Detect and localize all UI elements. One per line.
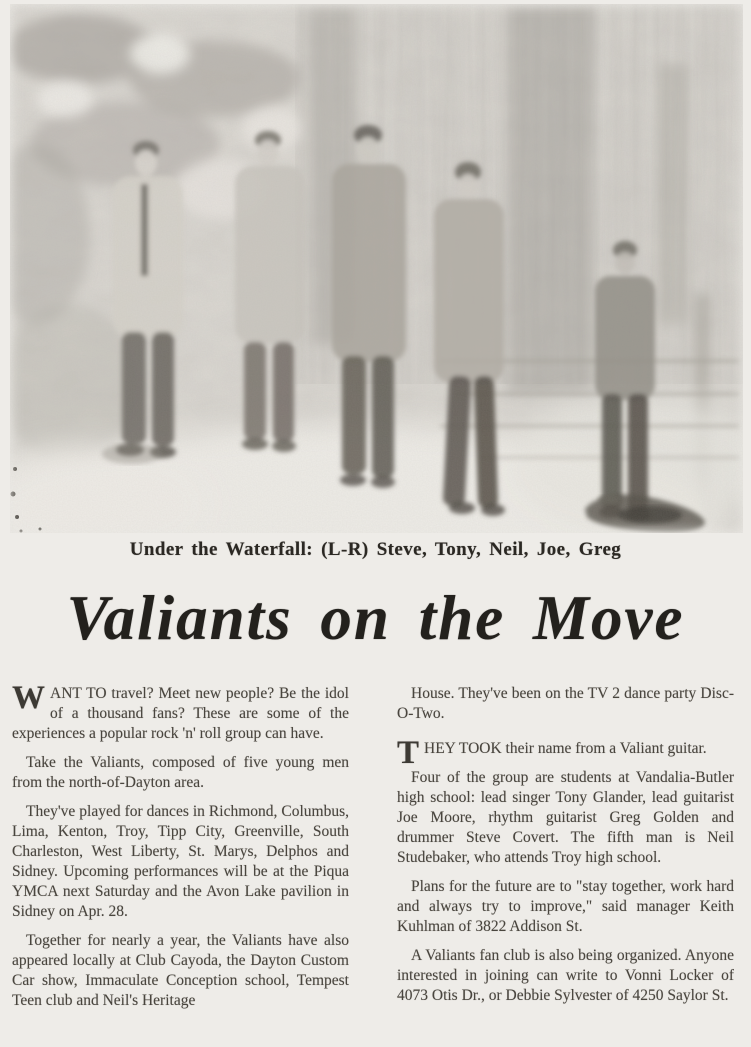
band-photo <box>10 4 743 533</box>
paragraph: Four of the group are students at Vandalia-Butler high school: lead singer Tony Glander, lead guitarist Joe Moore, rhythm guitarist Greg Golden and drummer Steve Covert. The fifth man is Neil Studebaker, who attends Troy high school. <box>397 769 734 866</box>
headline: Valiants on the Move <box>66 583 685 653</box>
paragraph-text: HEY TOOK their name from a Valiant guitar. <box>424 740 707 757</box>
article-body <box>12 684 734 1047</box>
article-column-right <box>397 684 734 1047</box>
halftone-grain <box>10 4 743 533</box>
photo-caption: Under the Waterfall: (L-R) Steve, Tony, Neil, Joe, Greg <box>129 539 622 560</box>
band-photo-illustration <box>10 4 743 533</box>
paragraph: A Valiants fan club is also being organized. Anyone interested in joining can write to Vonni Locker of 4073 Otis Dr., or Debbie Sylvester of 4250 Saylor St. <box>397 947 734 1004</box>
paragraph: Together for nearly a year, the Valiants have also appeared locally at Club Cayoda, the Dayton Custom Car show, Immaculate Conception school, Tempest Teen club and Neil's Heritage <box>12 932 349 1009</box>
paragraph: Plans for the future are to "stay together, work hard and always try to improve," said manager Keith Kuhlman of 3822 Addison St. <box>397 878 734 935</box>
paragraph-text: ANT TO travel? Meet new people? Be the idol of a thousand fans? These are some of the experiences a popular rock 'n' roll group can have. <box>12 685 349 742</box>
dropcap-t: T <box>397 735 420 771</box>
paragraph: They've played for dances in Richmond, Columbus, Lima, Kenton, Troy, Tipp City, Greenville, South Charleston, West Liberty, St. Marys, Delphos and Sidney. Upcoming performances will be at the Piqua YMCA next Saturday and the Avon Lake pavilion in Sidney on Apr. 28. <box>12 803 349 920</box>
article-column-left <box>12 684 349 1047</box>
paragraph-lead <box>397 735 734 771</box>
paragraph: Take the Valiants, composed of five young men from the north-of-Dayton area. <box>12 754 349 791</box>
paragraph-lead <box>12 684 349 744</box>
paragraph: House. They've been on the TV 2 dance party Disc-O-Two. <box>397 685 734 722</box>
dropcap-w: W <box>12 684 45 716</box>
